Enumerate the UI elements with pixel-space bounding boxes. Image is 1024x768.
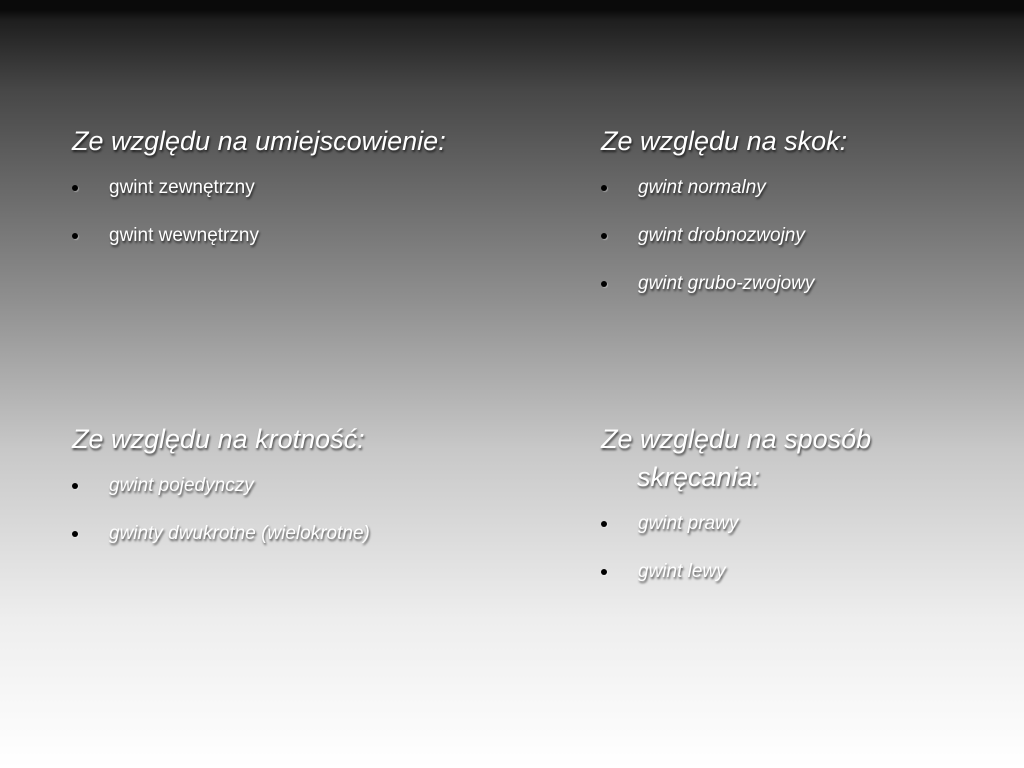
section-heading: Ze względu na sposób skręcania: xyxy=(601,424,872,492)
section-pitch xyxy=(601,122,1024,318)
section-multiplicity xyxy=(72,420,512,568)
list-item xyxy=(72,472,512,520)
list-item xyxy=(601,558,931,606)
list-item xyxy=(72,520,512,568)
bullet-icon xyxy=(72,483,78,489)
bullet-list xyxy=(601,510,931,606)
list-item-label: gwint grubo-zwojowy xyxy=(638,273,815,294)
list-item-label: gwint zewnętrzny xyxy=(109,177,255,198)
section-location xyxy=(72,122,512,270)
bullet-icon xyxy=(72,185,78,191)
list-item-label: gwint wewnętrzny xyxy=(109,225,259,246)
bullet-list xyxy=(72,472,512,568)
list-item xyxy=(601,270,1024,318)
list-item xyxy=(601,174,1024,222)
bullet-icon xyxy=(601,569,607,575)
list-item xyxy=(72,174,512,222)
list-item-label: gwint pojedynczy xyxy=(109,475,254,496)
bullet-icon xyxy=(601,185,607,191)
bullet-list xyxy=(601,174,1024,318)
list-item-label: gwint drobnozwojny xyxy=(638,225,805,246)
list-item-label: gwint normalny xyxy=(638,177,766,198)
bullet-icon xyxy=(601,521,607,527)
bullet-icon xyxy=(72,233,78,239)
list-item xyxy=(601,222,1024,270)
bullet-icon xyxy=(601,281,607,287)
section-heading: Ze względu na skok: xyxy=(601,126,848,156)
bullet-icon xyxy=(601,233,607,239)
list-item xyxy=(601,510,931,558)
section-heading: Ze względu na umiejscowienie: xyxy=(72,126,446,156)
section-twist-direction xyxy=(601,420,931,606)
bullet-list xyxy=(72,174,512,270)
list-item-label: gwint lewy xyxy=(638,561,726,582)
list-item-label: gwint prawy xyxy=(638,513,739,534)
section-heading: Ze względu na krotność: xyxy=(72,424,365,454)
list-item-label: gwinty dwukrotne (wielokrotne) xyxy=(109,523,370,544)
bullet-icon xyxy=(72,531,78,537)
list-item xyxy=(72,222,512,270)
